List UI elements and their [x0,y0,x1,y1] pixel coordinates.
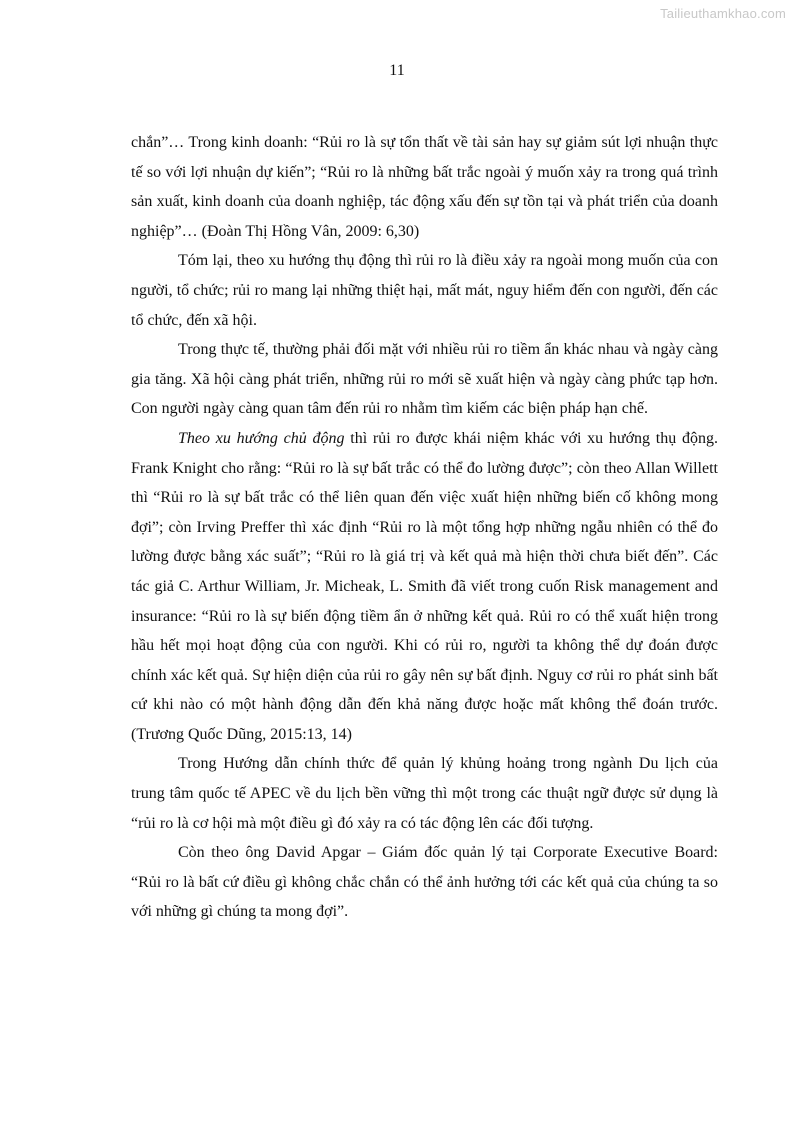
paragraph-4-text: thì rủi ro được khái niệm khác với xu hướng thụ động. Frank Knight cho rằng: “Rủi ro là sự bất trắc có thể đo lường được”; còn theo Allan Willett thì “Rủi ro là sự bất trắc có thể liên quan đến việc xuất hiện những biến cố không mong đợi”; còn Irving Preffer thì xác định “Rủi ro là một tổng hợp những ngẫu nhiên có thể đo lường được bằng xác suất”; “Rủi ro là giá trị và kết quả mà hiện thời chưa biết đến”. Các tác giả C. Arthur William, Jr. Micheak, L. Smith đã viết trong cuốn Risk management and insurance: “Rủi ro là sự biến động tiềm ẩn ở những kết quả. Rủi ro có thể xuất hiện trong hầu hết mọi hoạt động của con người. Khi có rủi ro, người ta không thể dự đoán được chính xác kết quả. Sự hiện diện của rủi ro gây nên sự bất định. Nguy cơ rủi ro phát sinh bất cứ khi nào có một hành động dẫn đến khả năng được hoặc mất không thể đoán trước. (Trương Quốc Dũng, 2015:13, 14) [131,429,719,743]
paragraph-1 [131,128,718,246]
paragraph-3-text: Trong thực tế, thường phải đối mặt với nhiều rủi ro tiềm ẩn khác nhau và ngày càng gia tăng. Xã hội càng phát triển, những rủi ro mới sẽ xuất hiện và ngày càng phức tạp hơn. Con người ngày càng quan tâm đến rủi ro nhằm tìm kiếm các biện pháp hạn chế. [131,341,718,418]
page-number: 11 [389,62,405,79]
watermark-text: Tailieuthamkhao.com [660,6,786,21]
paragraph-5-text: Trong Hướng dẫn chính thức để quản lý khủng hoảng trong ngành Du lịch của trung tâm quốc tế APEC về du lịch bền vững thì một trong các thuật ngữ được sử dụng là “rủi ro là cơ hội mà một điều gì đó xảy ra có tác động lên các đối tượng. [131,755,718,832]
paragraph-2 [131,246,718,335]
paragraph-4-italic-lead: Theo xu hướng chủ động [178,429,345,447]
paragraph-3 [131,335,718,424]
paragraph-2-text: Tóm lại, theo xu hướng thụ động thì rủi ro là điều xảy ra ngoài mong muốn của con người, tổ chức; rủi ro mang lại những thiệt hại, mất mát, nguy hiểm đến con người, đến các tổ chức, đến xã hội. [131,252,718,329]
document-body [131,128,718,927]
paragraph-1-text: chắn”… Trong kinh doanh: “Rủi ro là sự tổn thất về tài sản hay sự giảm sút lợi nhuận thực tế so với lợi nhuận dự kiến”; “Rủi ro là những bất trắc ngoài ý muốn xảy ra trong quá trình sản xuất, kinh doanh của doanh nghiệp, tác động xấu đến sự tồn tại và phát triển của doanh nghiệp”… (Đoàn Thị Hồng Vân, 2009: 6,30) [131,134,718,240]
paragraph-4 [131,424,718,750]
paragraph-6 [131,838,718,927]
paragraph-5 [131,749,718,838]
paragraph-6-text: Còn theo ông David Apgar – Giám đốc quản lý tại Corporate Executive Board: “Rủi ro là bất cứ điều gì không chắc chắn có thể ảnh hưởng tới các kết quả của chúng ta so với những gì chúng ta mong đợi”. [131,844,718,921]
